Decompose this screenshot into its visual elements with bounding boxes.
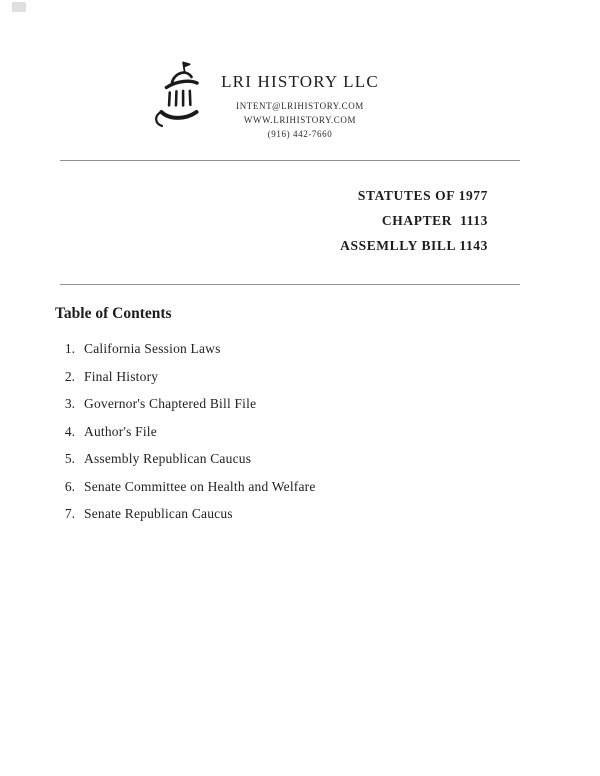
chapter-line: CHAPTER 1113 — [381, 213, 488, 228]
toc-item — [55, 396, 600, 412]
toc-item-number: 2. — [64, 368, 75, 384]
toc-item — [55, 506, 600, 522]
toc-item-label: Senate Committee on Health and Welfare — [84, 478, 316, 494]
toc-item-label: Governor's Chaptered Bill File — [84, 396, 257, 411]
toc-item-number: 4. — [64, 423, 75, 439]
assembly-bill-line: ASSEMLLY BILL 1143 — [340, 238, 488, 253]
toc-item-number: 6. — [64, 478, 75, 494]
toc-item — [55, 341, 600, 357]
toc-heading: Table of Contents — [55, 305, 172, 322]
company-phone: (916) 442-7660 — [267, 129, 333, 139]
toc-item-number: 1. — [64, 341, 75, 356]
toc-item-label: Senate Republican Caucus — [84, 506, 233, 521]
toc-item — [55, 424, 600, 440]
company-email: INTENT@LRIHISTORY.COM — [236, 101, 364, 111]
document-header — [0, 0, 600, 160]
toc-item-number: 5. — [64, 451, 75, 466]
toc-item-number: 3. — [64, 396, 75, 411]
toc-item-label: Final History — [84, 368, 159, 384]
company-name: LRI HISTORY LLC — [221, 72, 379, 91]
toc-item-label: Author's File — [84, 423, 157, 439]
bill-reference-block — [0, 161, 600, 284]
toc-item — [55, 479, 600, 495]
letterhead — [0, 72, 600, 141]
toc-item-number: 7. — [64, 506, 75, 521]
toc-item-label: California Session Laws — [84, 341, 221, 356]
toc-item-label: Assembly Republican Caucus — [84, 451, 252, 466]
table-of-contents — [0, 285, 600, 522]
statutes-line: STATUTES OF 1977 — [357, 188, 488, 203]
toc-item — [55, 451, 600, 467]
toc-item — [55, 369, 600, 385]
toc-list — [55, 341, 600, 522]
company-website: WWW.LRIHISTORY.COM — [243, 115, 357, 125]
